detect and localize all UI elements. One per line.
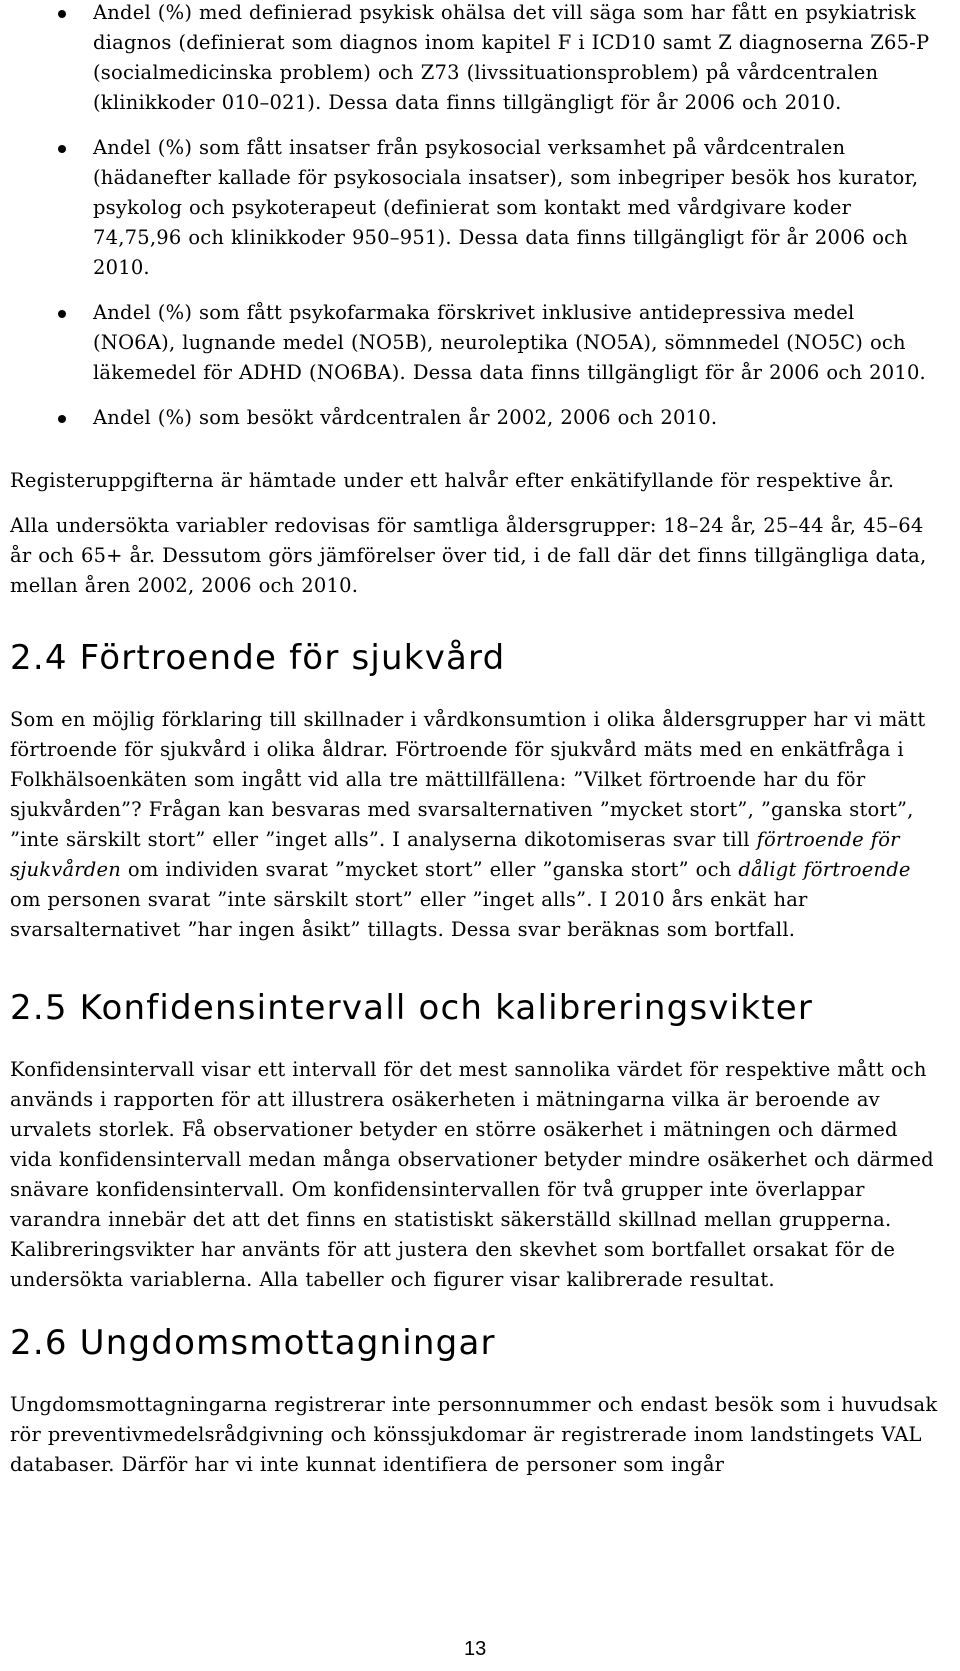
italic-term: dåligt förtroende [738, 858, 911, 881]
bullet-item [0, 403, 960, 433]
section-heading-2-6: 2.6 Ungdomsmottagningar [10, 1323, 496, 1363]
bullet-item [0, 133, 960, 283]
bullet-text: Andel (%) som fått psykofarmaka förskrivet inklusive antidepressiva medel (NO6A), lugnande medel (NO5B), neuroleptika (NO5A), sömnmedel (NO5C) och läkemedel för ADHD (NO6BA). Dessa data finns tillgängligt för år 2006 och 2010. [93, 301, 926, 384]
bullet-icon [58, 415, 66, 423]
paragraph-register-data: Registeruppgifterna är hämtade under ett halvår efter enkätifyllande för respektive år. [10, 469, 895, 492]
paragraph-text: om individen svarat ”mycket stort” eller ”ganska stort” och [120, 858, 739, 881]
bullet-list [0, 0, 960, 433]
bullet-icon [58, 310, 66, 318]
paragraph-youth-clinics: Ungdomsmottagningarna registrerar inte personnummer och endast besök som i huvudsak rör preventivmedelsrådgivning och könssjukdomar är registrerade inom landstingets VAL databaser. Därför har vi inte kunnat identifiera de personer som ingår [10, 1393, 938, 1476]
bullet-item [0, 298, 960, 388]
page-number: 13 [464, 1638, 487, 1660]
bullet-icon [58, 145, 66, 153]
section-heading-2-5: 2.5 Konfidensintervall och kalibreringsvikter [10, 988, 814, 1028]
paragraph-variables: Alla undersökta variabler redovisas för samtliga åldersgrupper: 18–24 år, 25–44 år, 45–64 år och 65+ år. Dessutom görs jämförelser över tid, i de fall där det finns tillgängliga data, mellan åren 2002, 2006 och 2010. [10, 514, 927, 597]
paragraph-text: Som en möjlig förklaring till skillnader i vårdkonsumtion i olika åldersgrupper har vi mätt förtroende för sjukvård i olika åldrar. Förtroende för sjukvård mäts med en enkätfråga i Folkhälsoenkäten som ingått vid alla tre mättillfällena: ”Vilket förtroende har du för sjukvården”? Frågan kan besvaras med svarsalternativen ”mycket stort”, ”ganska stort”, ”inte särskilt stort” eller ”inget alls”. I analyserna dikotomiseras svar till [10, 708, 926, 851]
paragraph-confidence-intervals: Konfidensintervall visar ett intervall för det mest sannolika värdet för respektive mått och används i rapporten för att illustrera osäkerheten i mätningarna vilka är beroende av urvalets storlek. Få observationer betyder en större osäkerhet i mätningen och därmed vida konfidensintervall medan många observationer betyder mindre osäkerhet och därmed snävare konfidensintervall. Om konfidensintervallen för två grupper inte överlappar varandra innebär det att det finns en statistiskt säkerställd skillnad mellan grupperna. Kalibreringsvikter har använts för att justera den skevhet som bortfallet orsakat för de undersökta variablerna. Alla tabeller och figurer visar kalibrerade resultat. [10, 1058, 934, 1291]
bullet-item [0, 0, 960, 118]
italic-term: förtroende för sjukvården [10, 828, 900, 881]
paragraph-trust-in-healthcare [10, 705, 945, 945]
bullet-text: Andel (%) med definierad psykisk ohälsa det vill säga som har fått en psykiatrisk diagnos (definierat som diagnos inom kapitel F i ICD10 samt Z diagnoserna Z65-P (socialmedicinska problem) och Z73 (livssituationsproblem) på vårdcentralen (klinikkoder 010–021). Dessa data finns tillgängligt för år 2006 och 2010. [93, 1, 930, 114]
bullet-text: Andel (%) som besökt vårdcentralen år 2002, 2006 och 2010. [93, 406, 718, 429]
bullet-icon [58, 10, 66, 18]
section-heading-2-4: 2.4 Förtroende för sjukvård [10, 638, 506, 678]
paragraph-text: om personen svarat ”inte särskilt stort” eller ”inget alls”. I 2010 års enkät har svarsalternativet ”har ingen åsikt” tillagts. Dessa svar beräknas som bortfall. [10, 888, 808, 941]
bullet-text: Andel (%) som fått insatser från psykosocial verksamhet på vårdcentralen (hädanefter kallade för psykosociala insatser), som inbegriper besök hos kurator, psykolog och psykoterapeut (definierat som kontakt med vårdgivare koder 74,75,96 och klinikkoder 950–951). Dessa data finns tillgängligt för år 2006 och 2010. [93, 136, 919, 279]
